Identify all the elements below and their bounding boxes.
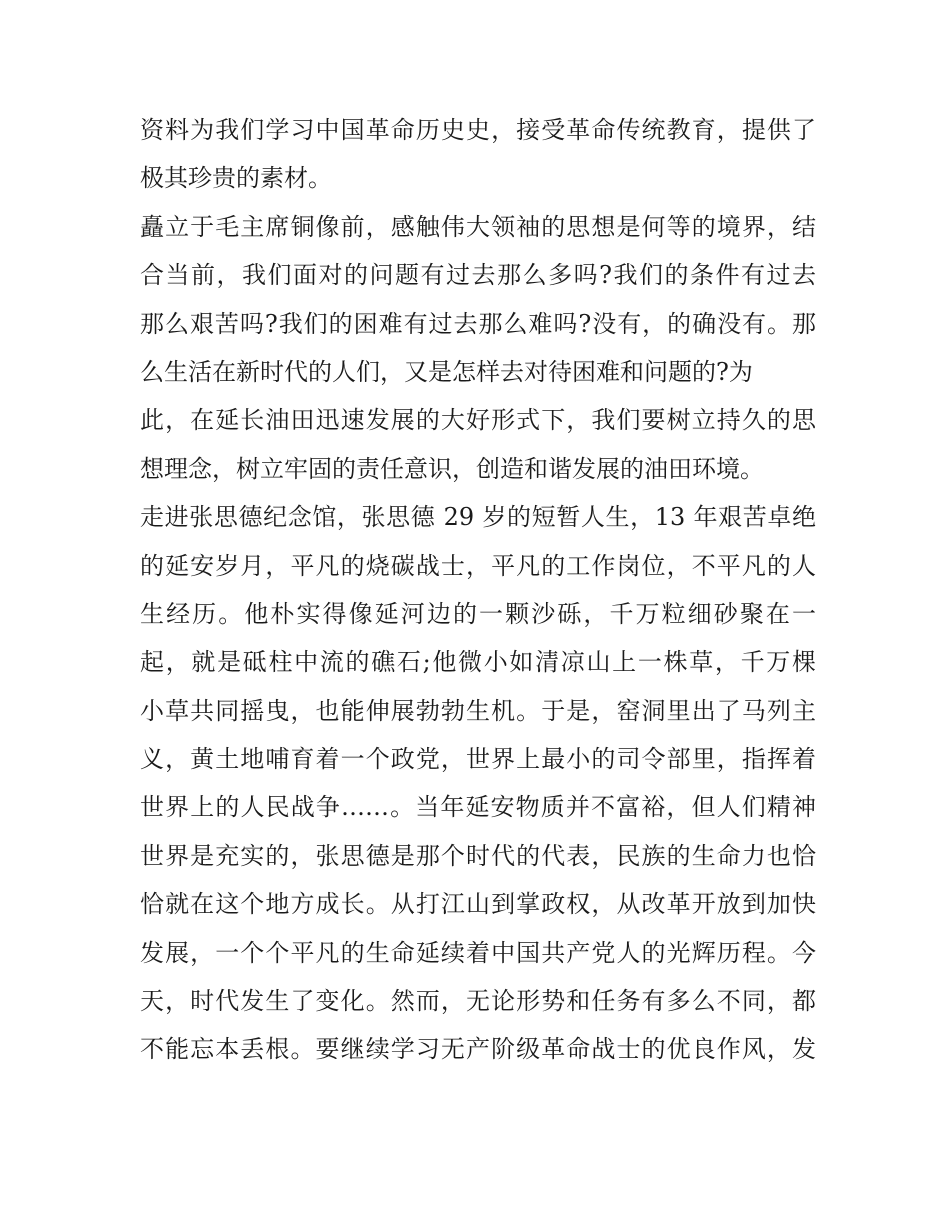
paragraph-2 [140, 203, 816, 493]
text-line: 天，时代发生了变化。然而，无论形势和任务有多么不同，都 [140, 987, 816, 1016]
text-line: 世界上的人民战争……。当年延安物质并不富裕，但人们精神 [140, 793, 816, 822]
text-line: 小草共同摇曳，也能伸展勃勃生机。于是，窑洞里出了马列主 [140, 696, 816, 725]
text-line: 合当前，我们面对的问题有过去那么多吗?我们的条件有过去 [140, 261, 816, 290]
text-line: 生经历。他朴实得像延河边的一颗沙砾，千万粒细砂聚在一 [140, 599, 816, 628]
text-line: 不能忘本丢根。要继续学习无产阶级革命战士的优良作风，发 [140, 1035, 816, 1064]
text-line: 走进张思德纪念馆，张思德 29 岁的短暂人生，13 年艰苦卓绝 [140, 503, 816, 532]
text-line: 起，就是砥柱中流的礁石;他微小如清凉山上一株草，千万棵 [140, 648, 816, 677]
document-body [140, 106, 816, 1074]
text-line: 么生活在新时代的人们，又是怎样去对待困难和问题的?为 [140, 357, 753, 386]
text-line: 极其珍贵的素材。 [140, 164, 332, 193]
text-line: 那么艰苦吗?我们的困难有过去那么难吗?没有，的确没有。那 [140, 309, 816, 338]
paragraph-1 [140, 106, 816, 203]
text-line: 想理念，树立牢固的责任意识，创造和谐发展的油田环境。 [140, 454, 764, 483]
paragraph-3 [140, 493, 816, 1074]
text-line: 义，黄土地哺育着一个政党，世界上最小的司令部里，指挥着 [140, 745, 816, 774]
text-line: 资料为我们学习中国革命历史史，接受革命传统教育，提供了 [140, 116, 816, 144]
text-line: 此，在延长油田迅速发展的大好形式下，我们要树立持久的思 [140, 406, 816, 435]
text-line: 矗立于毛主席铜像前，感触伟大领袖的思想是何等的境界，结 [140, 212, 816, 241]
text-line: 的延安岁月，平凡的烧碳战士，平凡的工作岗位，不平凡的人 [140, 551, 816, 580]
text-line: 恰就在这个地方成长。从打江山到掌政权，从改革开放到加快 [140, 890, 816, 919]
text-line: 世界是充实的，张思德是那个时代的代表，民族的生命力也恰 [140, 841, 816, 870]
text-line: 发展，一个个平凡的生命延续着中国共产党人的光辉历程。今 [140, 938, 816, 967]
